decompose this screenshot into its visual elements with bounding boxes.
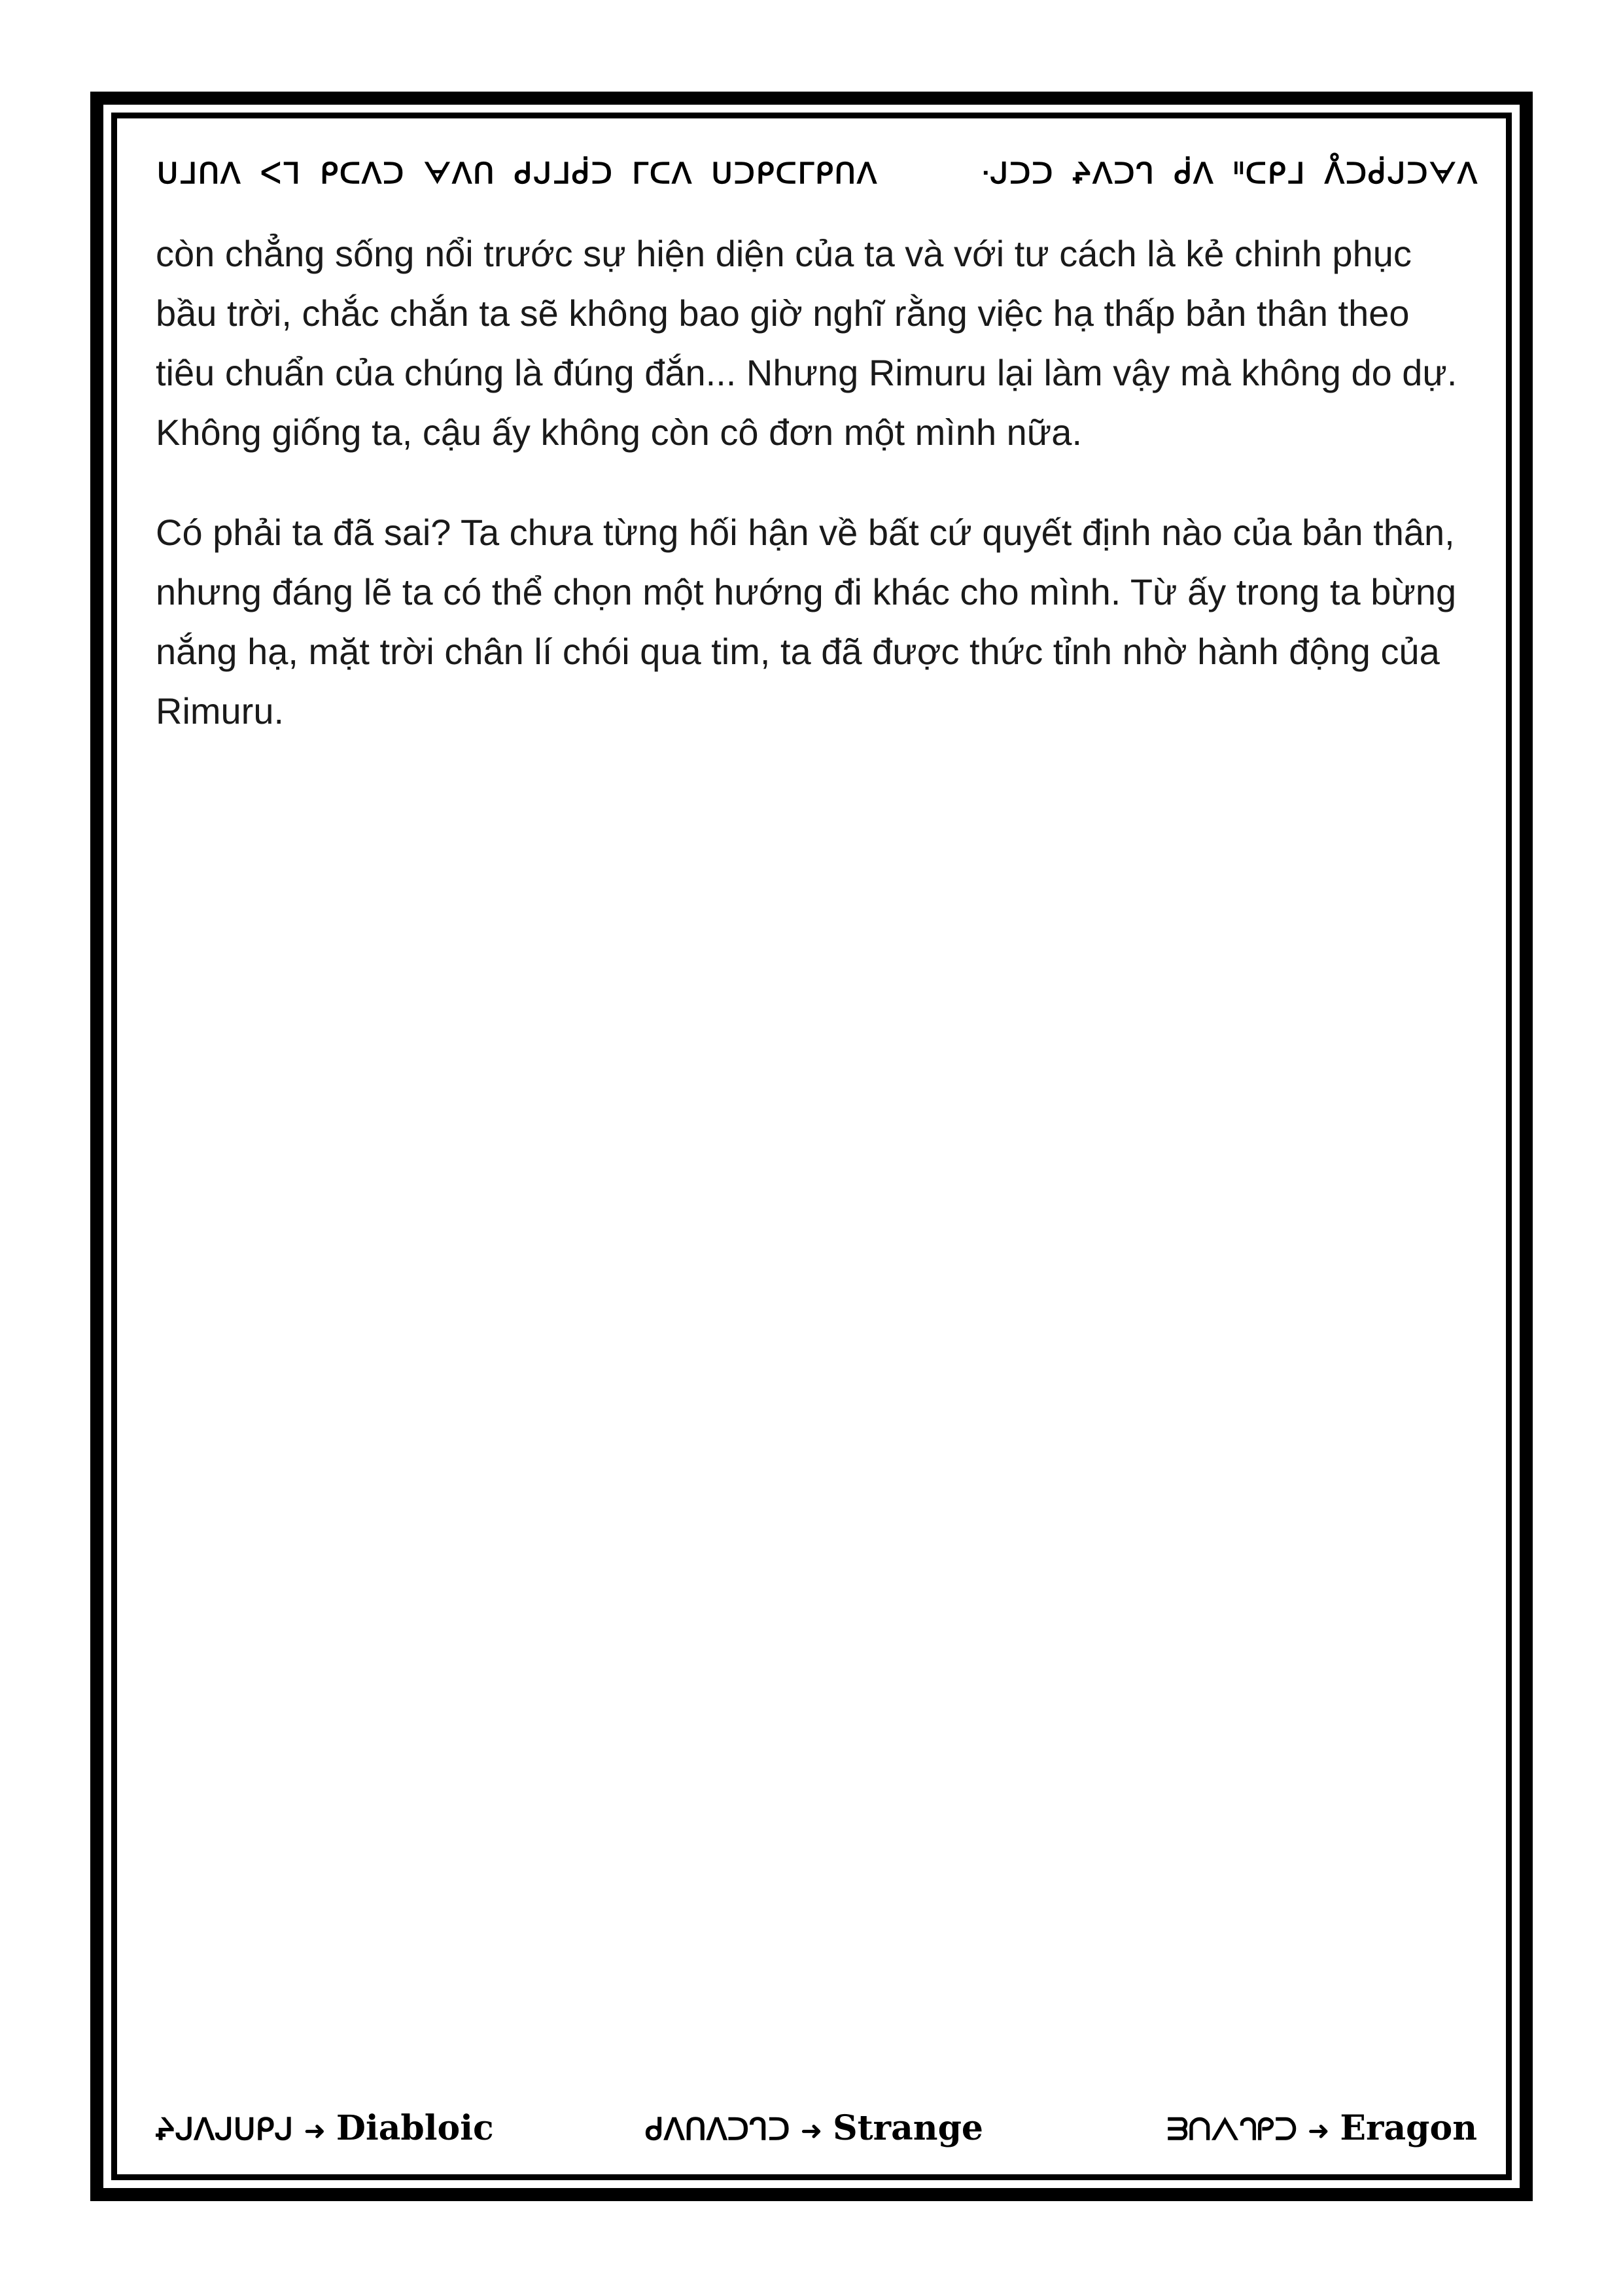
- legend-word: Eragon: [1340, 2108, 1477, 2148]
- arrow-right-icon: ➜: [1307, 2117, 1330, 2146]
- paragraph: Có phải ta đã sai? Ta chưa từng hối hận về bất cứ quyết định nào của bản thân, nhưng đáng lẽ ta có thể chọn một hướng đi khác cho mình. Từ ấy trong ta bừng nắng hạ, mặt trời chân lí chói qua tim, ta đã được thức tỉnh nhờ hành động của Rimuru.: [156, 512, 1457, 732]
- header-runes-right: ᐧᒍᑐᑐ ᖨᐱᑐᒉ ᑰᐱ ᐦᑕᑭᒧ ᐰᑐᑰᒍᑐᗄᐱ: [981, 157, 1478, 190]
- body-text: [156, 224, 1477, 781]
- legend-item-strange: [645, 2108, 983, 2148]
- legend-rune: ᗱᑎᐱᒉᑭᑐ: [1166, 2111, 1297, 2147]
- legend-item-diabloic: [156, 2108, 494, 2148]
- legend-rune: ᖨᒍᐱᒍᑌᑭᒍ: [156, 2111, 294, 2147]
- legend-word: Strange: [833, 2108, 984, 2148]
- arrow-right-icon: ➜: [304, 2117, 326, 2146]
- arrow-right-icon: ➜: [800, 2117, 823, 2146]
- rune-legend: [156, 2108, 1477, 2154]
- legend-word: Diabloic: [336, 2108, 494, 2148]
- page-header: [157, 157, 1478, 196]
- legend-item-eragon: [1167, 2108, 1477, 2148]
- header-runes-left: ᑌᒧᑎᐱ ᐸᒣ ᑭᑕᐱᑐ ᗄᐱᑎ ᑯᒍᒧᑰᑐ ᒥᑕᐱ ᑌᑐᑭᑕᒥᑭᑎᐱ: [157, 157, 879, 190]
- legend-rune: ᑯᐱᑎᐱᑐᒉᑐ: [645, 2111, 790, 2147]
- paragraph: còn chẳng sống nổi trước sự hiện diện của ta và với tư cách là kẻ chinh phục bầu trời, chắc chắn ta sẽ không bao giờ nghĩ rằng việc hạ thấp bản thân theo tiêu chuẩn của chúng là đúng đắn... Nhưng Rimuru lại làm vậy mà không do dự. Không giống ta, cậu ấy không còn cô đơn một mình nữa.: [156, 233, 1457, 453]
